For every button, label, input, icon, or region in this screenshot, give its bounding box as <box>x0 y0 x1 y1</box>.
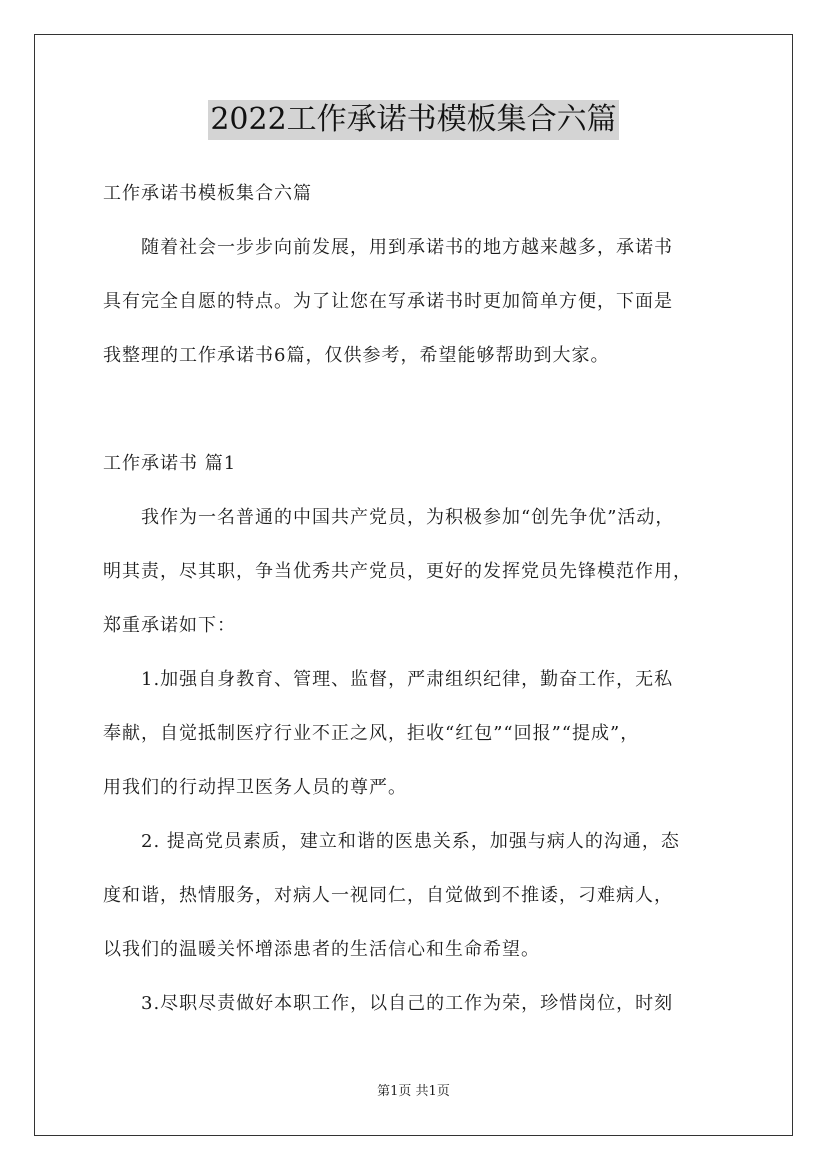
paragraph-line: 用我们的行动捍卫医务人员的尊严。 <box>103 777 407 798</box>
paragraph-line: 我整理的工作承诺书6篇，仅供参考，希望能够帮助到大家。 <box>103 345 610 366</box>
paragraph-line: 2. 提高党员素质，建立和谐的医患关系，加强与病人的沟通，态 <box>103 831 680 852</box>
title-container <box>0 100 827 140</box>
paragraph-line: 度和谐，热情服务，对病人一视同仁，自觉做到不推诿，刁难病人， <box>103 885 673 906</box>
paragraph-line: 以我们的温暖关怀增添患者的生活信心和生命希望。 <box>103 939 540 960</box>
paragraph-line: 随着社会一步步向前发展，用到承诺书的地方越来越多，承诺书 <box>103 237 673 258</box>
paragraph-line: 我作为一名普通的中国共产党员，为积极参加“创先争优”活动， <box>103 507 675 528</box>
paragraph-line: 具有完全自愿的特点。为了让您在写承诺书时更加简单方便，下面是 <box>103 291 673 312</box>
paragraph-line: 奉献，自觉抵制医疗行业不正之风，拒收“红包”“回报”“提成”， <box>103 723 640 744</box>
paragraph-line: 3.尽职尽责做好本职工作，以自己的工作为荣，珍惜岗位，时刻 <box>103 993 674 1014</box>
paragraph-line: 郑重承诺如下： <box>103 615 236 636</box>
subtitle-line: 工作承诺书模板集合六篇 <box>103 183 312 204</box>
document-title: 2022工作承诺书模板集合六篇 <box>208 100 618 140</box>
section-heading: 工作承诺书 篇1 <box>103 453 237 474</box>
paragraph-line: 明其责，尽其职，争当优秀共产党员，更好的发挥党员先锋模范作用， <box>103 561 692 582</box>
page-footer: 第1页 共1页 <box>377 1084 450 1099</box>
paragraph-line: 1.加强自身教育、管理、监督，严肃组织纪律，勤奋工作，无私 <box>103 669 674 690</box>
